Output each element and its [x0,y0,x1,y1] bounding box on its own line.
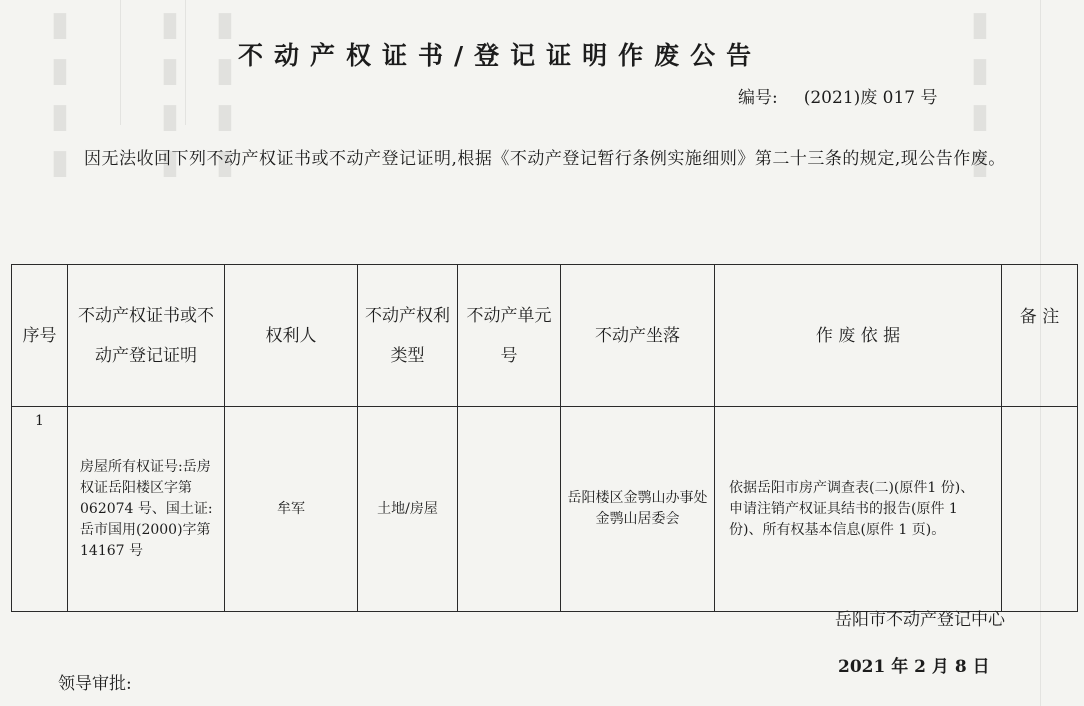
cell-right-holder: 牟军 [225,407,358,612]
header-unit-no: 不动产单元号 [458,265,561,407]
header-seq: 序号 [12,265,68,407]
intro-paragraph: 因无法收回下列不动产权证书或不动产登记证明,根据《不动产登记暂行条例实施细则》第二十三条的规定,现公告作废。 [84,149,1006,169]
scan-bleed-through: ▮▮▮▮ [40,4,80,188]
scan-bleed-line [120,0,121,125]
scan-bleed-line [185,0,186,125]
scan-bleed-through: ▮▮▮▮ [150,4,190,188]
cell-right-type: 土地/房屋 [358,407,458,612]
document-number-label: 编号: [738,88,778,108]
cell-seq: 1 [12,407,68,612]
cell-unit-no [458,407,561,612]
page-title: 不动产权证书/登记证明作废公告 [238,41,763,70]
header-location: 不动产坐落 [561,265,715,407]
document-number [738,83,938,108]
table-row [12,407,1078,612]
header-remarks: 备 注 [1002,265,1078,407]
cell-certificate: 房屋所有权证号:岳房权证岳阳楼区字第 062074 号、国土证:岳市国用(2000)字第14167 号 [68,407,225,612]
issue-date: 2021 年 2 月 8 日 [838,657,990,677]
header-basis: 作 废 依 据 [715,265,1002,407]
scan-bleed-through: ▮▮▮▮ [960,4,1000,188]
void-notice-table [11,264,1078,612]
cell-remarks [1002,407,1078,612]
cell-basis: 依据岳阳市房产调查表(二)(原件1 份)、申请注销产权证具结书的报告(原件 1 份)、所有权基本信息(原件 1 页)。 [715,407,1002,612]
scan-bleed-through: ▮▮▮▮ [205,4,245,188]
table-header-row [12,265,1078,407]
document-number-value: (2021)废 017 号 [803,88,938,108]
issuing-authority: 岳阳市不动产登记中心 [835,610,1005,630]
cell-location: 岳阳楼区金鹗山办事处金鹗山居委会 [561,407,715,612]
header-certificate: 不动产权证书或不动产登记证明 [68,265,225,407]
approval-label: 领导审批: [58,674,132,694]
header-right-holder: 权利人 [225,265,358,407]
header-right-type: 不动产权利类型 [358,265,458,407]
